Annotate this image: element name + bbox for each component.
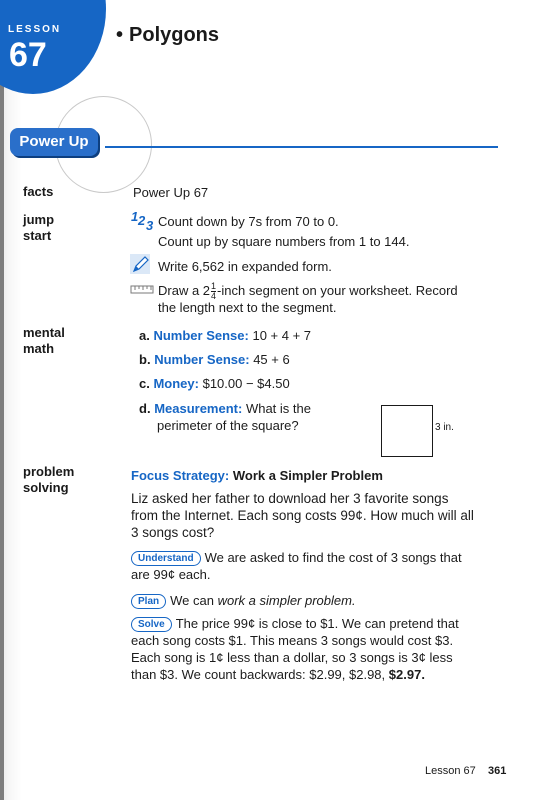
power-up-divider [105, 146, 498, 148]
problem-solving-label-line2: solving [23, 480, 69, 495]
problem-solving-label [23, 464, 113, 496]
square-side-label: 3 in. [435, 422, 454, 433]
lesson-badge [0, 0, 110, 105]
footer-lesson: Lesson 67 [425, 765, 476, 777]
item-expression: What is the [245, 401, 311, 416]
mental-math-item-d [139, 400, 311, 417]
facts-label: facts [23, 184, 54, 199]
problem-line-2: from the Internet. Each song costs 99¢. How much will all [131, 508, 474, 523]
plan-italic: work a simpler problem. [217, 593, 356, 608]
ruler-icon [130, 284, 154, 296]
solve-line-2: each song costs $1. This means 3 songs would cost $3. [131, 633, 454, 648]
draw-suffix: -inch segment on your worksheet. Record [217, 283, 458, 298]
solve-answer: $2.97. [388, 667, 425, 682]
facts-text: Power Up 67 [133, 185, 209, 200]
solve-line-3: Each song is 1¢ less than a dollar, so 3 songs is 3¢ less [131, 650, 453, 665]
page-number: 361 [488, 765, 507, 777]
title-text: Polygons [129, 24, 220, 46]
fraction-numerator: 1 [211, 281, 217, 292]
focus-strategy [131, 467, 383, 484]
mental-math-label-line1: mental [23, 325, 65, 340]
page-title [116, 24, 219, 47]
item-topic: Number Sense: [154, 352, 250, 367]
understand-line-2: are 99¢ each. [131, 567, 211, 582]
jump-start-label-line2: start [23, 228, 52, 243]
page-binding-edge [0, 0, 4, 800]
svg-text:3: 3 [146, 218, 154, 233]
problem-line-1: Liz asked her father to download her 3 favorite songs [131, 491, 449, 506]
problem-statement [131, 490, 474, 541]
understand-tag: Understand [131, 551, 201, 566]
item-expression: 45 + 6 [253, 352, 290, 367]
item-topic: Measurement: [154, 401, 243, 416]
mental-math-item-b [139, 351, 290, 368]
solve-line-1: The price 99¢ is close to $1. We can pretend that [175, 616, 459, 631]
title-bullet: • [116, 24, 124, 46]
solve-line-4: than $3. We count backwards: $2.99, $2.98, [131, 667, 386, 682]
lesson-number: 67 [9, 36, 47, 74]
item-expression: $10.00 − $4.50 [202, 376, 290, 391]
item-letter: a. [139, 328, 150, 343]
item-letter: d. [139, 401, 151, 416]
mental-math-item-c [139, 375, 290, 392]
power-up-badge: Power Up [10, 128, 98, 156]
draw-prefix: Draw a 2 [158, 283, 211, 298]
fraction-denominator: 4 [211, 291, 217, 302]
jump-start-label [23, 212, 113, 244]
lesson-label: LESSON [8, 24, 62, 35]
focus-strategy-label: Focus Strategy: [131, 468, 230, 483]
counting-icon [131, 209, 155, 233]
problem-solving-label-line1: problem [23, 464, 75, 479]
square-figure [381, 405, 433, 457]
plan-step [131, 592, 356, 609]
solve-step [131, 615, 459, 683]
svg-text:1: 1 [131, 209, 139, 224]
jump-start-label-line1: jump [23, 212, 55, 227]
item-topic: Money: [153, 376, 199, 391]
understand-line-1: We are asked to find the cost of 3 songs that [204, 550, 462, 565]
item-expression: 10 + 4 + 7 [252, 328, 312, 343]
problem-line-3: 3 songs cost? [131, 525, 215, 540]
plan-tag: Plan [131, 594, 166, 609]
focus-strategy-text: Work a Simpler Problem [232, 468, 383, 483]
count-line-2: Count up by square numbers from 1 to 144. [158, 234, 410, 249]
draw-line-2: the length next to the segment. [158, 300, 337, 315]
mental-math-item-d-line2: perimeter of the square? [157, 418, 299, 433]
svg-text:2: 2 [138, 213, 146, 228]
understand-step [131, 549, 462, 583]
item-topic: Number Sense: [153, 328, 249, 343]
count-line-1: Count down by 7s from 70 to 0. [158, 214, 339, 229]
solve-tag: Solve [131, 617, 172, 632]
mental-math-label [23, 325, 113, 357]
mental-math-label-line2: math [23, 341, 55, 356]
pencil-icon [130, 254, 150, 274]
mental-math-item-a [139, 327, 311, 344]
write-text: Write 6,562 in expanded form. [158, 259, 332, 274]
item-letter: b. [139, 352, 151, 367]
plan-prefix: We can [170, 593, 214, 608]
item-letter: c. [139, 376, 150, 391]
